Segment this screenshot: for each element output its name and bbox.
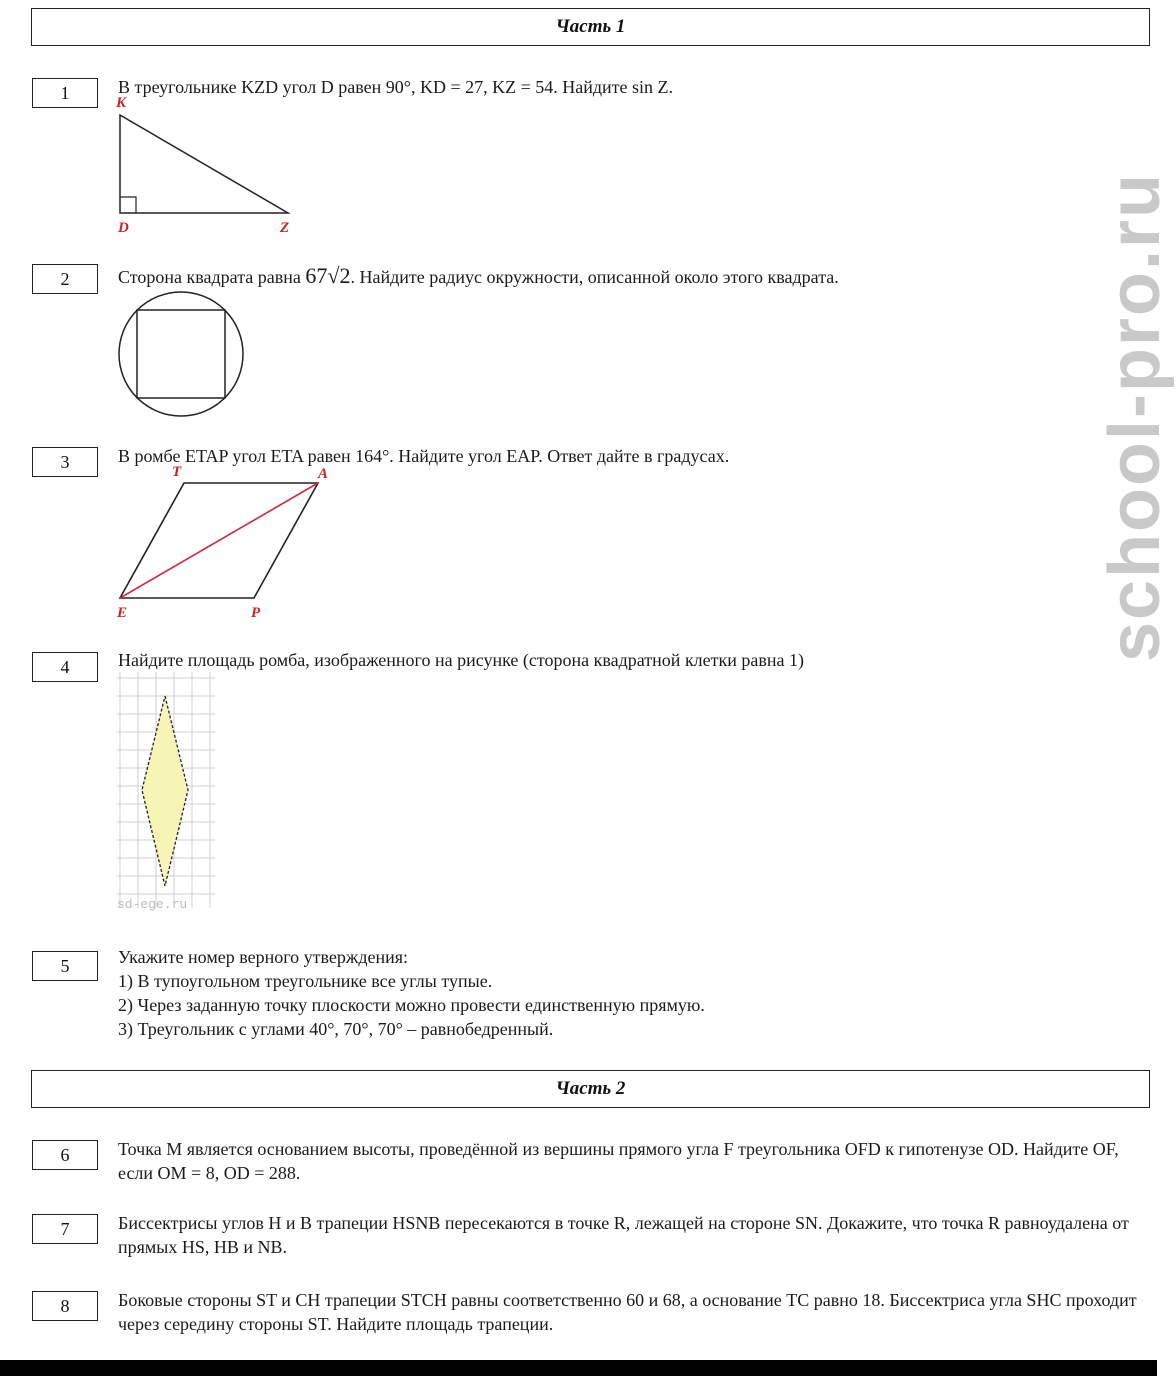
task-5-option-3: 3) Треугольник с углами 40°, 70°, 70° – равнобедренный. xyxy=(118,1019,554,1039)
task-6-text: Точка M является основанием высоты, проведённой из вершины прямого угла F треугольника OFD к гипотенузе OD. Найдите OF, если OM = 8, OD = 288. xyxy=(118,1139,1119,1183)
vertex-z-label: Z xyxy=(280,220,290,236)
task-8-text: Боковые стороны ST и CH трапеции STCH равны соответственно 60 и 68, а основание TC равно 18. Биссектриса угла SHC проходит через середину стороны ST. Найдите площадь трапеции. xyxy=(118,1290,1137,1334)
rhombus-etap-figure xyxy=(108,458,338,628)
task-5-prompt: Укажите номер верного утверждения: xyxy=(118,947,409,967)
task-2-number: 2 xyxy=(32,264,98,294)
triangle-kzd-figure xyxy=(110,90,310,240)
diagonal-ea xyxy=(120,483,318,598)
task-3-number: 3 xyxy=(32,447,98,477)
task-1-number: 1 xyxy=(32,78,98,108)
site-watermark: school-pro.ru xyxy=(1095,172,1175,662)
vertex-p-label: P xyxy=(251,605,261,621)
part-1-header: Часть 1 xyxy=(31,8,1150,46)
task-3-text: В ромбе ETAP угол ETA равен 164°. Найдите угол EAP. Ответ дайте в градусах. xyxy=(118,446,730,466)
task-2-text xyxy=(118,264,839,289)
grid-watermark: sd-ege.ru xyxy=(117,897,188,912)
task-1-text: В треугольнике KZD угол D равен 90°, KD = 27, KZ = 54. Найдите sin Z. xyxy=(118,77,674,97)
vertex-k-label: K xyxy=(116,95,127,111)
task-5-text xyxy=(118,945,705,1041)
right-angle-mark xyxy=(120,197,136,213)
triangle-kzd xyxy=(120,115,288,213)
inscribed-square xyxy=(137,310,225,398)
task-4-text: Найдите площадь ромба, изображенного на рисунке (сторона квадратной клетки равна 1) xyxy=(118,650,805,670)
vertex-t-label: T xyxy=(172,464,182,480)
vertex-e-label: E xyxy=(117,605,128,621)
task-2-text-before: Сторона квадрата равна xyxy=(118,267,301,287)
task-2-value: 67√2 xyxy=(305,263,351,288)
task-5-option-1: 1) В тупоугольном треугольнике все углы тупые. xyxy=(118,971,493,991)
part-2-header: Часть 2 xyxy=(31,1070,1150,1108)
task-5-option-2: 2) Через заданную точку плоскости можно провести единственную прямую. xyxy=(118,995,705,1015)
task-6-number: 6 xyxy=(32,1140,98,1170)
task-4-number: 4 xyxy=(32,652,98,682)
circle-square-figure xyxy=(115,290,250,420)
task-7-number: 7 xyxy=(32,1214,98,1244)
bottom-bar xyxy=(0,1360,1157,1376)
rhombus-grid-figure xyxy=(115,670,220,920)
task-8-number: 8 xyxy=(32,1291,98,1321)
task-7-text: Биссектрисы углов H и B трапеции HSNB пересекаются в точке R, лежащей на стороне SN. Докажите, что точка R равноудалена от прямых HS, HB и NB. xyxy=(118,1213,1129,1257)
vertex-d-label: D xyxy=(118,220,129,236)
task-2-text-after: . Найдите радиус окружности, описанной около этого квадрата. xyxy=(350,267,839,287)
task-5-number: 5 xyxy=(32,951,98,981)
vertex-a-label: A xyxy=(318,466,329,482)
